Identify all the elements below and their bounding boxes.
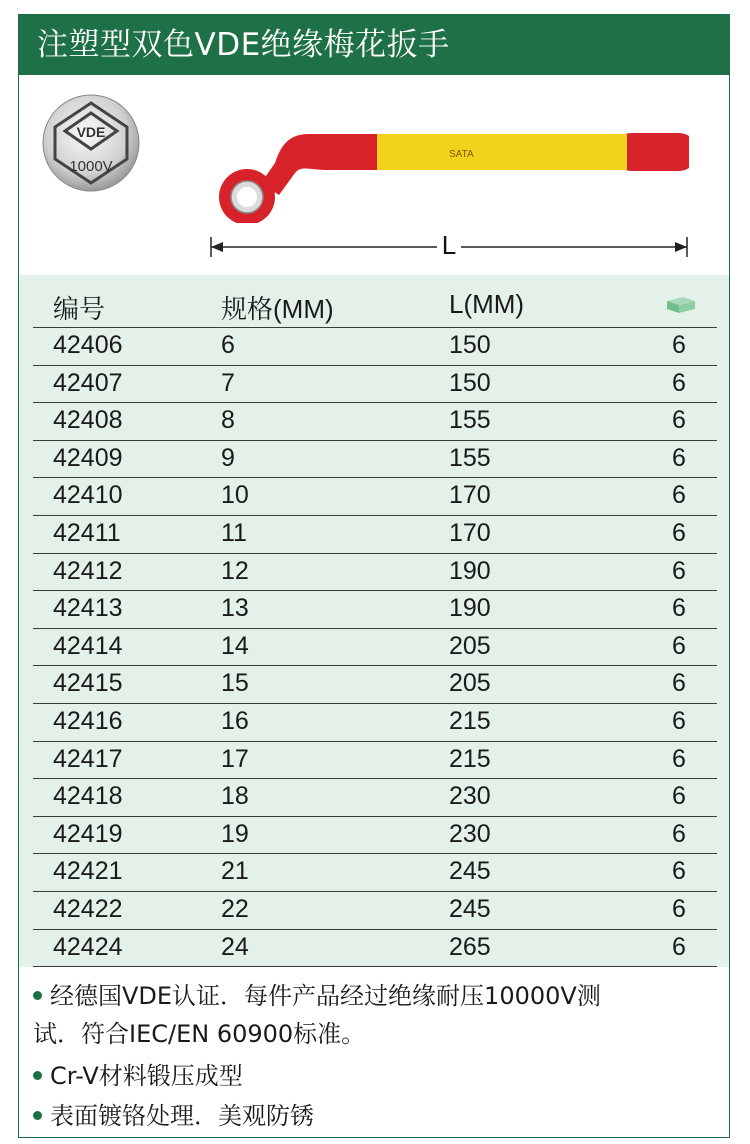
cell-qty: 6 <box>672 443 686 472</box>
cell-spec: 18 <box>221 782 249 811</box>
cell-spec: 16 <box>221 707 249 735</box>
cell-qty: 6 <box>672 819 686 848</box>
cell-qty: 6 <box>672 594 686 623</box>
cell-code: 42407 <box>53 368 123 397</box>
cell-length: 190 <box>449 594 491 623</box>
cell-spec: 13 <box>221 594 249 623</box>
table-row <box>33 816 717 854</box>
cell-spec: 9 <box>221 443 235 472</box>
cell-qty: 6 <box>672 406 686 435</box>
bullet-icon <box>33 1071 42 1080</box>
header-spec: 规格(MM) <box>221 294 334 324</box>
cell-length: 230 <box>449 782 491 811</box>
table-row <box>33 703 717 741</box>
cell-code: 42412 <box>53 556 123 585</box>
cell-code: 42411 <box>53 519 121 547</box>
cell-spec: 15 <box>221 669 249 698</box>
cell-length: 215 <box>449 707 491 735</box>
svg-text:VDE: VDE <box>76 124 106 140</box>
cell-spec: 17 <box>221 744 249 773</box>
table-row <box>33 402 717 440</box>
cell-code: 42409 <box>53 443 123 472</box>
table-row <box>33 665 717 703</box>
cell-code: 42418 <box>53 782 123 811</box>
vde-1000v-badge-icon <box>41 93 141 193</box>
cell-spec: 8 <box>221 406 235 435</box>
cell-spec: 21 <box>221 857 249 886</box>
cell-qty: 6 <box>672 895 686 923</box>
cell-qty: 6 <box>672 331 686 359</box>
svg-text:SATA: SATA <box>449 149 474 160</box>
table-row <box>33 477 717 515</box>
spec-table <box>19 275 729 967</box>
header-length: L(MM) <box>449 289 525 319</box>
cell-code: 42424 <box>53 932 123 961</box>
cell-code: 42422 <box>53 895 123 923</box>
cell-spec: 12 <box>221 556 249 585</box>
cell-spec: 11 <box>221 519 247 547</box>
box-stack-icon <box>663 293 699 315</box>
cell-qty: 6 <box>672 744 686 773</box>
cell-qty: 6 <box>672 519 686 547</box>
cell-code: 42408 <box>53 406 123 435</box>
cell-code: 42415 <box>53 669 123 698</box>
cell-qty: 6 <box>672 669 686 698</box>
cell-qty: 6 <box>672 481 686 510</box>
cell-spec: 6 <box>221 331 235 359</box>
cell-length: 215 <box>449 744 491 773</box>
cell-length: 230 <box>449 819 491 848</box>
cell-code: 42413 <box>53 594 123 623</box>
table-row <box>33 590 717 628</box>
cell-length: 245 <box>449 895 491 923</box>
cell-qty: 6 <box>672 857 686 886</box>
page-title: 注塑型双色VDE绝缘梅花扳手 <box>19 15 729 75</box>
cell-spec: 7 <box>221 368 235 397</box>
cell-length: 205 <box>449 669 491 698</box>
table-row <box>33 891 717 929</box>
table-row <box>33 553 717 591</box>
cell-spec: 14 <box>221 631 249 660</box>
bullet-icon <box>33 1111 42 1120</box>
table-bottom-rule <box>33 966 717 967</box>
cell-spec: 19 <box>221 819 249 848</box>
cell-length: 245 <box>449 857 491 886</box>
table-row <box>33 628 717 666</box>
note-item: 表面镀铬处理．美观防锈 <box>33 1097 723 1135</box>
cell-code: 42410 <box>53 481 123 510</box>
length-label: L <box>437 230 461 261</box>
table-row <box>33 929 717 967</box>
table-header <box>19 275 729 327</box>
cell-code: 42419 <box>53 819 123 848</box>
cell-code: 42421 <box>53 857 123 886</box>
cell-length: 150 <box>449 368 491 397</box>
cell-qty: 6 <box>672 556 686 585</box>
cell-length: 170 <box>449 481 491 510</box>
table-row <box>33 440 717 478</box>
cell-spec: 22 <box>221 895 249 923</box>
cell-code: 42414 <box>53 631 123 660</box>
cell-length: 190 <box>449 556 491 585</box>
cell-qty: 6 <box>672 932 686 961</box>
svg-text:1000V: 1000V <box>69 158 113 175</box>
product-illustration <box>19 75 729 275</box>
cell-length: 170 <box>449 519 491 547</box>
header-code: 编号 <box>53 294 106 324</box>
table-row <box>33 853 717 891</box>
table-row <box>33 327 717 365</box>
note-item: Cr-V材料锻压成型 <box>33 1057 723 1095</box>
cell-spec: 10 <box>221 481 249 510</box>
product-card <box>18 14 730 1138</box>
cell-length: 265 <box>449 932 491 961</box>
cell-qty: 6 <box>672 782 686 811</box>
offset-ring-wrench-icon <box>199 113 689 223</box>
cell-qty: 6 <box>672 707 686 735</box>
bullet-icon <box>33 991 42 1000</box>
cell-code: 42417 <box>53 744 123 773</box>
cell-spec: 24 <box>221 932 249 961</box>
note-item: 经德国VDE认证．每件产品经过绝缘耐压10000V测 试．符合IEC/EN 60900标准。 <box>33 982 601 1048</box>
cell-length: 205 <box>449 631 491 660</box>
cell-code: 42416 <box>53 707 123 735</box>
cell-length: 155 <box>449 406 491 435</box>
cell-length: 150 <box>449 331 491 359</box>
table-row <box>33 741 717 779</box>
table-row <box>33 365 717 403</box>
cell-length: 155 <box>449 443 491 472</box>
table-row <box>33 778 717 816</box>
cell-qty: 6 <box>672 368 686 397</box>
cell-code: 42406 <box>53 331 123 359</box>
cell-qty: 6 <box>672 631 686 660</box>
table-row <box>33 515 717 553</box>
